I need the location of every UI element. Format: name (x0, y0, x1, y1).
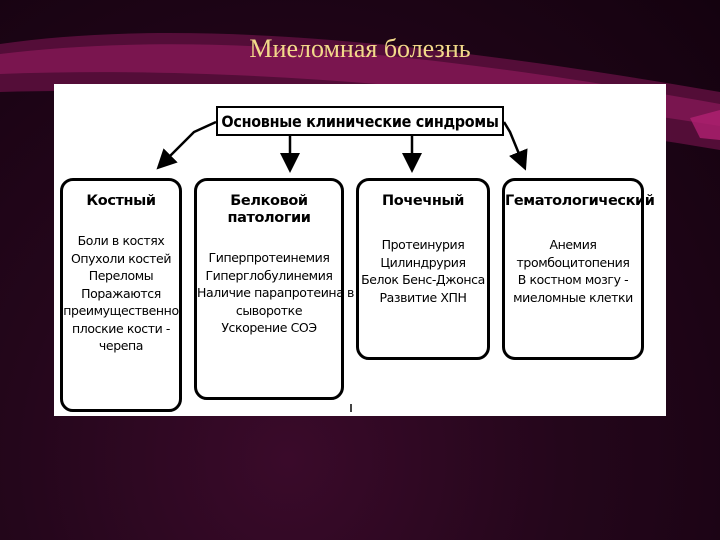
syndrome-item: В костном мозгу - (517, 272, 629, 287)
syndrome-title: Костный (86, 193, 156, 209)
syndrome-title: Почечный (382, 193, 464, 209)
syndrome-item: плоские кости - (72, 320, 170, 336)
syndrome-item: преимущественно (63, 303, 179, 318)
syndrome-card-renal (356, 178, 490, 360)
syndrome-item: Ускорение СОЭ (221, 320, 317, 335)
syndrome-item: Анемия (549, 237, 597, 252)
syndrome-item: Боли в костях (77, 233, 165, 248)
syndrome-item: Поражаются (81, 285, 161, 301)
syndrome-item: Гиперглобулинемия (205, 267, 333, 283)
syndrome-item: миеломные клетки (513, 289, 633, 305)
syndrome-item: Переломы (88, 268, 154, 283)
syndrome-item: Белок Бенс-Джонса (361, 272, 485, 287)
syndrome-item: Протеинурия (381, 237, 465, 252)
connector-right (504, 122, 524, 166)
syndrome-title: Гематологический (505, 193, 655, 209)
syndrome-item: Наличие парапротеина в (197, 285, 354, 300)
slide-title: Миеломная болезнь (249, 34, 471, 63)
syndrome-item: черепа (98, 338, 144, 353)
connector-left (160, 122, 216, 166)
syndrome-item: Гиперпротеинемия (208, 250, 330, 265)
syndrome-card-protein (194, 178, 354, 400)
syndrome-item: Цилиндрурия (380, 254, 466, 270)
diagram-panel (54, 84, 666, 416)
syndrome-title: Белковой (230, 193, 308, 209)
syndrome-card-hematologic (502, 178, 655, 360)
syndrome-item: Опухоли костей (70, 250, 172, 266)
syndrome-title: патологии (227, 210, 311, 226)
syndrome-item: тромбоцитопения (516, 254, 630, 270)
stray-mark (350, 404, 352, 412)
syndrome-card-bone (60, 178, 182, 412)
syndrome-item: Развитие ХПН (379, 289, 467, 305)
diagram-root-box: Основные клинические синдромы (216, 106, 504, 136)
syndrome-item: сыворотке (235, 302, 303, 318)
